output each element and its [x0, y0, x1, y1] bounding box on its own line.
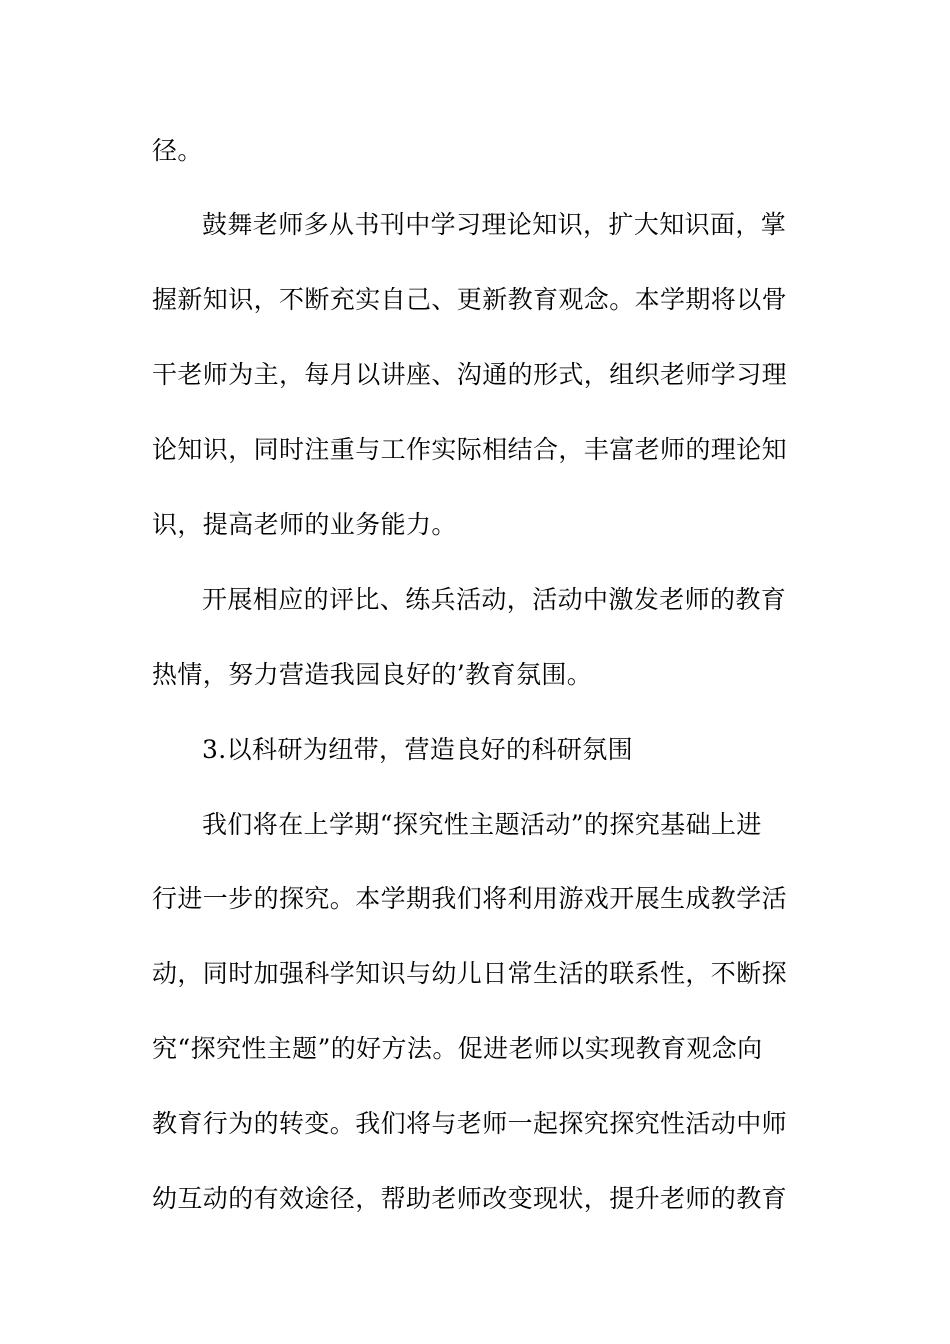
section-heading: 3.以科研为纽带，营造良好的科研氛围: [202, 735, 634, 764]
text-line: 动，同时加强科学知识与幼儿日常生活的联系性，不断探: [152, 959, 788, 988]
text-line: 热情，努力营造我园良好的’教育氛围。: [152, 660, 593, 689]
paragraph-first-line: 开展相应的评比、练兵活动，活动中激发老师的教育: [202, 585, 787, 614]
text-line: 握新知识，不断充实自己、更新教育观念。本学期将以骨: [152, 285, 788, 314]
text-line: 径。: [152, 136, 203, 165]
paragraph-first-line: 鼓舞老师多从书刊中学习理论知识，扩大知识面，掌: [202, 210, 787, 239]
text-line: 行进一步的探究。本学期我们将利用游戏开展生成教学活: [152, 884, 788, 913]
text-line: 教育行为的转变。我们将与老师一起探究探究性活动中师: [152, 1109, 788, 1138]
text-line: 幼互动的有效途径，帮助老师改变现状，提升老师的教育: [152, 1184, 788, 1213]
paragraph-first-line: 我们将在上学期“探究性主题活动”的探究基础上进: [202, 810, 762, 839]
text-line: 论知识，同时注重与工作实际相结合，丰富老师的理论知: [152, 435, 788, 464]
text-line: 究“探究性主题”的好方法。促进老师以实现教育观念向: [152, 1034, 763, 1063]
text-line: 干老师为主，每月以讲座、沟通的形式，组织老师学习理: [152, 360, 788, 389]
text-line: 识，提高老师的业务能力。: [152, 510, 457, 539]
